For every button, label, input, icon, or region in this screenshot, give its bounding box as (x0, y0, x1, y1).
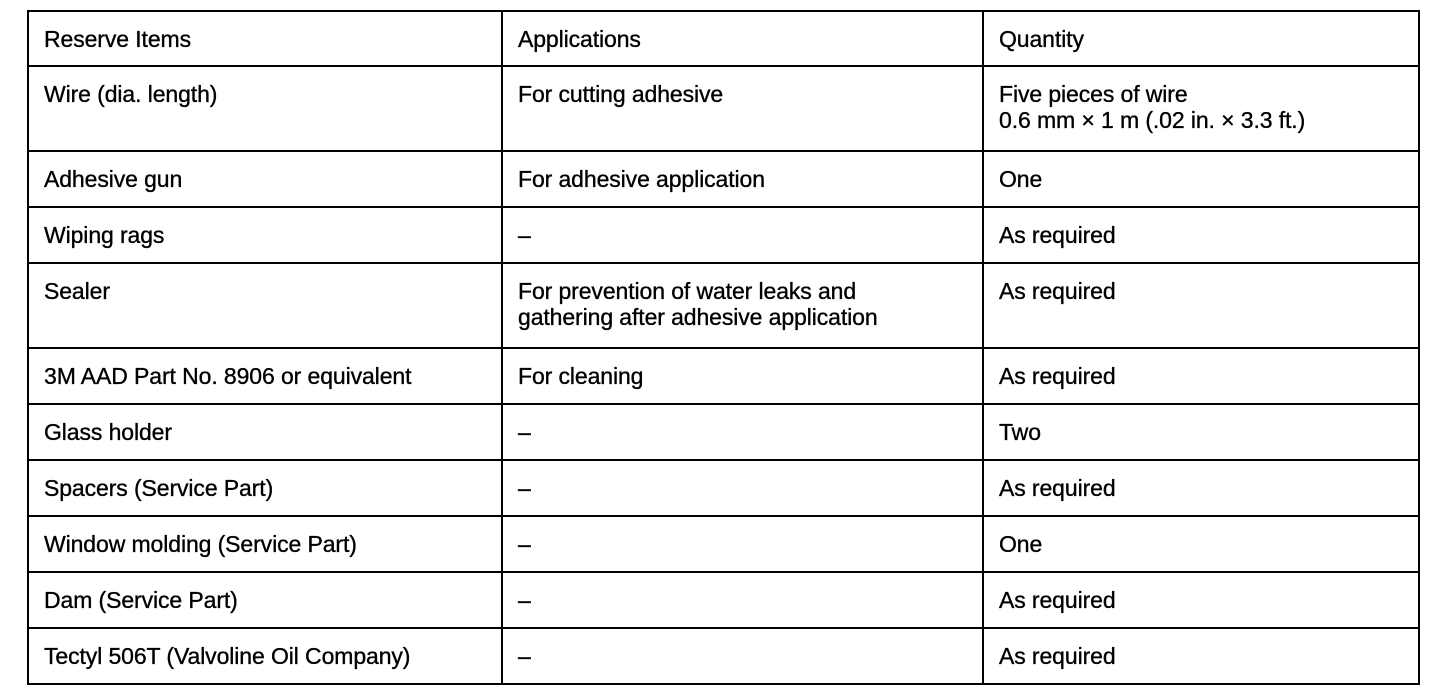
table-row (28, 151, 1419, 207)
item-cell: Wiping rags (28, 207, 502, 263)
quantity-line: Five pieces of wire (999, 81, 1188, 107)
table-row (28, 66, 1419, 151)
item-cell: Dam (Service Part) (28, 572, 502, 628)
application-cell: – (502, 516, 983, 572)
item-cell: Tectyl 506T (Valvoline Oil Company) (28, 628, 502, 684)
application-cell: – (502, 404, 983, 460)
quantity-cell: As required (983, 263, 1419, 348)
header-quantity: Quantity (983, 11, 1419, 66)
quantity-cell: As required (983, 348, 1419, 404)
quantity-cell: As required (983, 628, 1419, 684)
application-cell: – (502, 207, 983, 263)
application-cell: – (502, 460, 983, 516)
table-header-row (28, 11, 1419, 66)
table-row (28, 460, 1419, 516)
item-cell: Spacers (Service Part) (28, 460, 502, 516)
table-row (28, 404, 1419, 460)
item-cell: Adhesive gun (28, 151, 502, 207)
quantity-line: 0.6 mm × 1 m (.02 in. × 3.3 ft.) (999, 107, 1306, 133)
item-cell: Wire (dia. length) (28, 66, 502, 151)
quantity-cell (983, 66, 1419, 151)
table-row (28, 572, 1419, 628)
table-row (28, 516, 1419, 572)
item-cell: 3M AAD Part No. 8906 or equivalent (28, 348, 502, 404)
application-line: gathering after adhesive application (518, 304, 878, 330)
reserve-items-table (27, 10, 1420, 685)
item-cell: Glass holder (28, 404, 502, 460)
table-row (28, 207, 1419, 263)
item-cell: Window molding (Service Part) (28, 516, 502, 572)
application-cell: – (502, 572, 983, 628)
quantity-cell: Two (983, 404, 1419, 460)
quantity-cell: One (983, 516, 1419, 572)
item-cell: Sealer (28, 263, 502, 348)
quantity-cell: One (983, 151, 1419, 207)
application-cell: For cleaning (502, 348, 983, 404)
table-row (28, 263, 1419, 348)
application-cell (502, 263, 983, 348)
table-row (28, 348, 1419, 404)
application-line: For prevention of water leaks and (518, 278, 857, 304)
header-reserve-items: Reserve Items (28, 11, 502, 66)
quantity-cell: As required (983, 572, 1419, 628)
quantity-cell: As required (983, 460, 1419, 516)
application-cell: – (502, 628, 983, 684)
application-cell: For adhesive application (502, 151, 983, 207)
quantity-cell: As required (983, 207, 1419, 263)
application-cell: For cutting adhesive (502, 66, 983, 151)
header-applications: Applications (502, 11, 983, 66)
